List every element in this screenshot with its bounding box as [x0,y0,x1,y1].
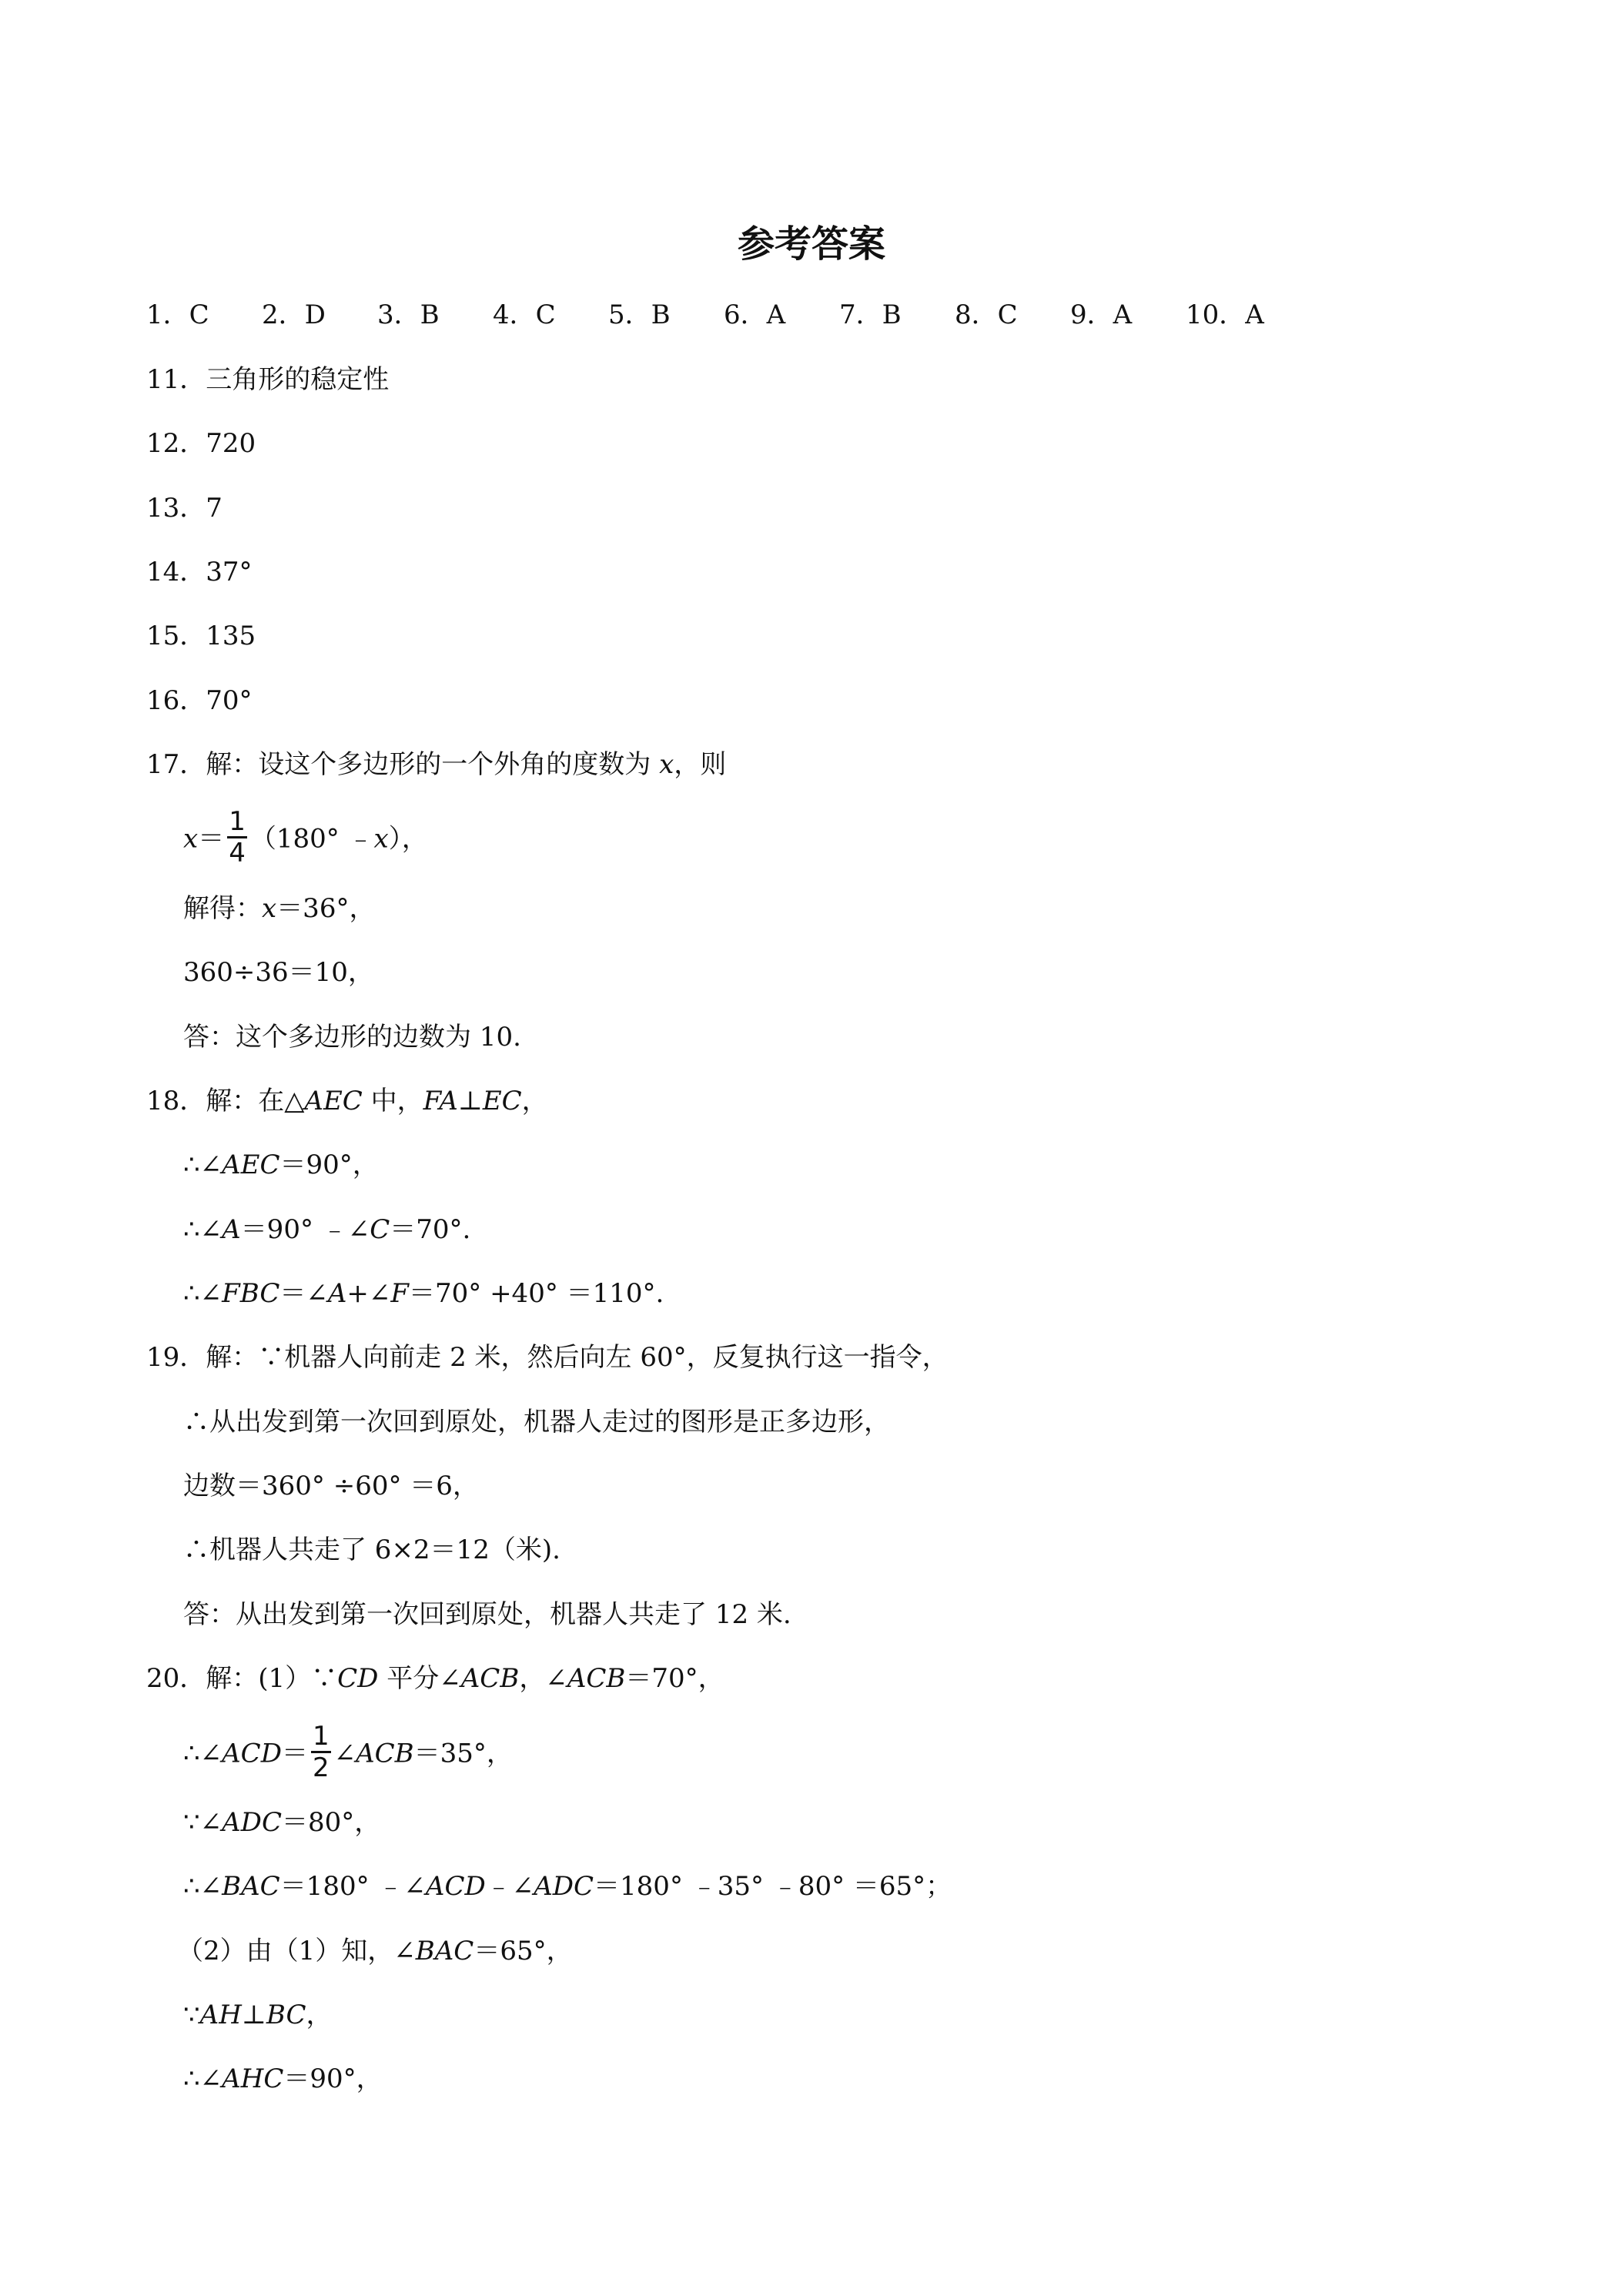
answer-5: 5．B [608,300,671,330]
q20-line-2: ∴∠ACD＝ $\frac{1}{2}$ ∠ACB＝35°， [183,1721,513,1783]
answer-9: 9．A [1070,300,1133,330]
q20-line-1: 20．解：(1）∵CD 平分∠ACB，∠ACB＝70°， [146,1663,724,1694]
q19-line-1: 19．解：∵机器人向前走 2 米，然后向左 60°，反复执行这一指令， [146,1342,949,1373]
fraction-one-quarter: $\frac{1}{4}$ [229,806,246,869]
q19-line-2: ∴从出发到第一次回到原处，机器人走过的图形是正多边形， [183,1407,890,1438]
q20-line-4: ∴∠BAC＝180° ﹣∠ACD﹣∠ADC＝180° ﹣35° ﹣80° ＝65°； [183,1871,952,1902]
q17-line-1: 17．解：设这个多边形的一个外角的度数为 x，则 [146,749,727,780]
answer-15: 15．135 [146,621,256,651]
answer-11: 11．三角形的稳定性 [146,364,390,395]
q19-line-5: 答：从出发到第一次回到原处，机器人共走了 12 米. [183,1599,791,1630]
q20-line-7: ∴∠AHC＝90°， [183,2063,383,2094]
q19-line-4: ∴机器人共走了 6×2＝12（米). [183,1535,561,1565]
answer-14: 14．37° [146,557,253,587]
answer-16: 16．70° [146,685,253,716]
answer-10: 10．A [1186,300,1264,330]
q20-line-5: （2）由（1）知，∠BAC＝65°， [177,1936,573,1966]
answer-3: 3．B [377,300,440,330]
answer-2: 2．D [262,300,326,330]
q17-line-3: 解得：x＝36°， [183,893,376,924]
q19-line-3: 边数＝360° ÷60° ＝6， [183,1471,479,1501]
q17-line-2: x＝ $\frac{1}{4}$ （180° ﹣x）， [183,806,428,869]
q20-line-6: ∵AH⊥BC， [183,2000,333,2030]
answer-8: 8．C [955,300,1018,330]
fraction-one-half: $\frac{1}{2}$ [312,1721,330,1783]
answer-4: 4．C [493,300,556,330]
answer-7: 7．B [839,300,902,330]
q18-line-4: ∴∠FBC＝∠A+∠F＝70° +40° ＝110°. [183,1278,664,1309]
q20-line-3: ∵∠ADC＝80°， [183,1807,381,1838]
page-title: 参考答案 [737,223,885,266]
q18-line-2: ∴∠AEC＝90°， [183,1150,379,1180]
answer-12: 12．720 [146,428,256,459]
q17-line-5: 答：这个多边形的边数为 10. [183,1022,521,1053]
q17-line-4: 360÷36＝10， [183,957,374,988]
answer-13: 13．7 [146,493,223,524]
q18-line-3: ∴∠A＝90° ﹣∠C＝70°. [183,1214,471,1245]
answer-6: 6．A [724,300,786,330]
q18-line-1: 18．解：在△AEC 中，FA⊥EC， [146,1086,548,1116]
answer-1: 1．C [146,300,209,330]
